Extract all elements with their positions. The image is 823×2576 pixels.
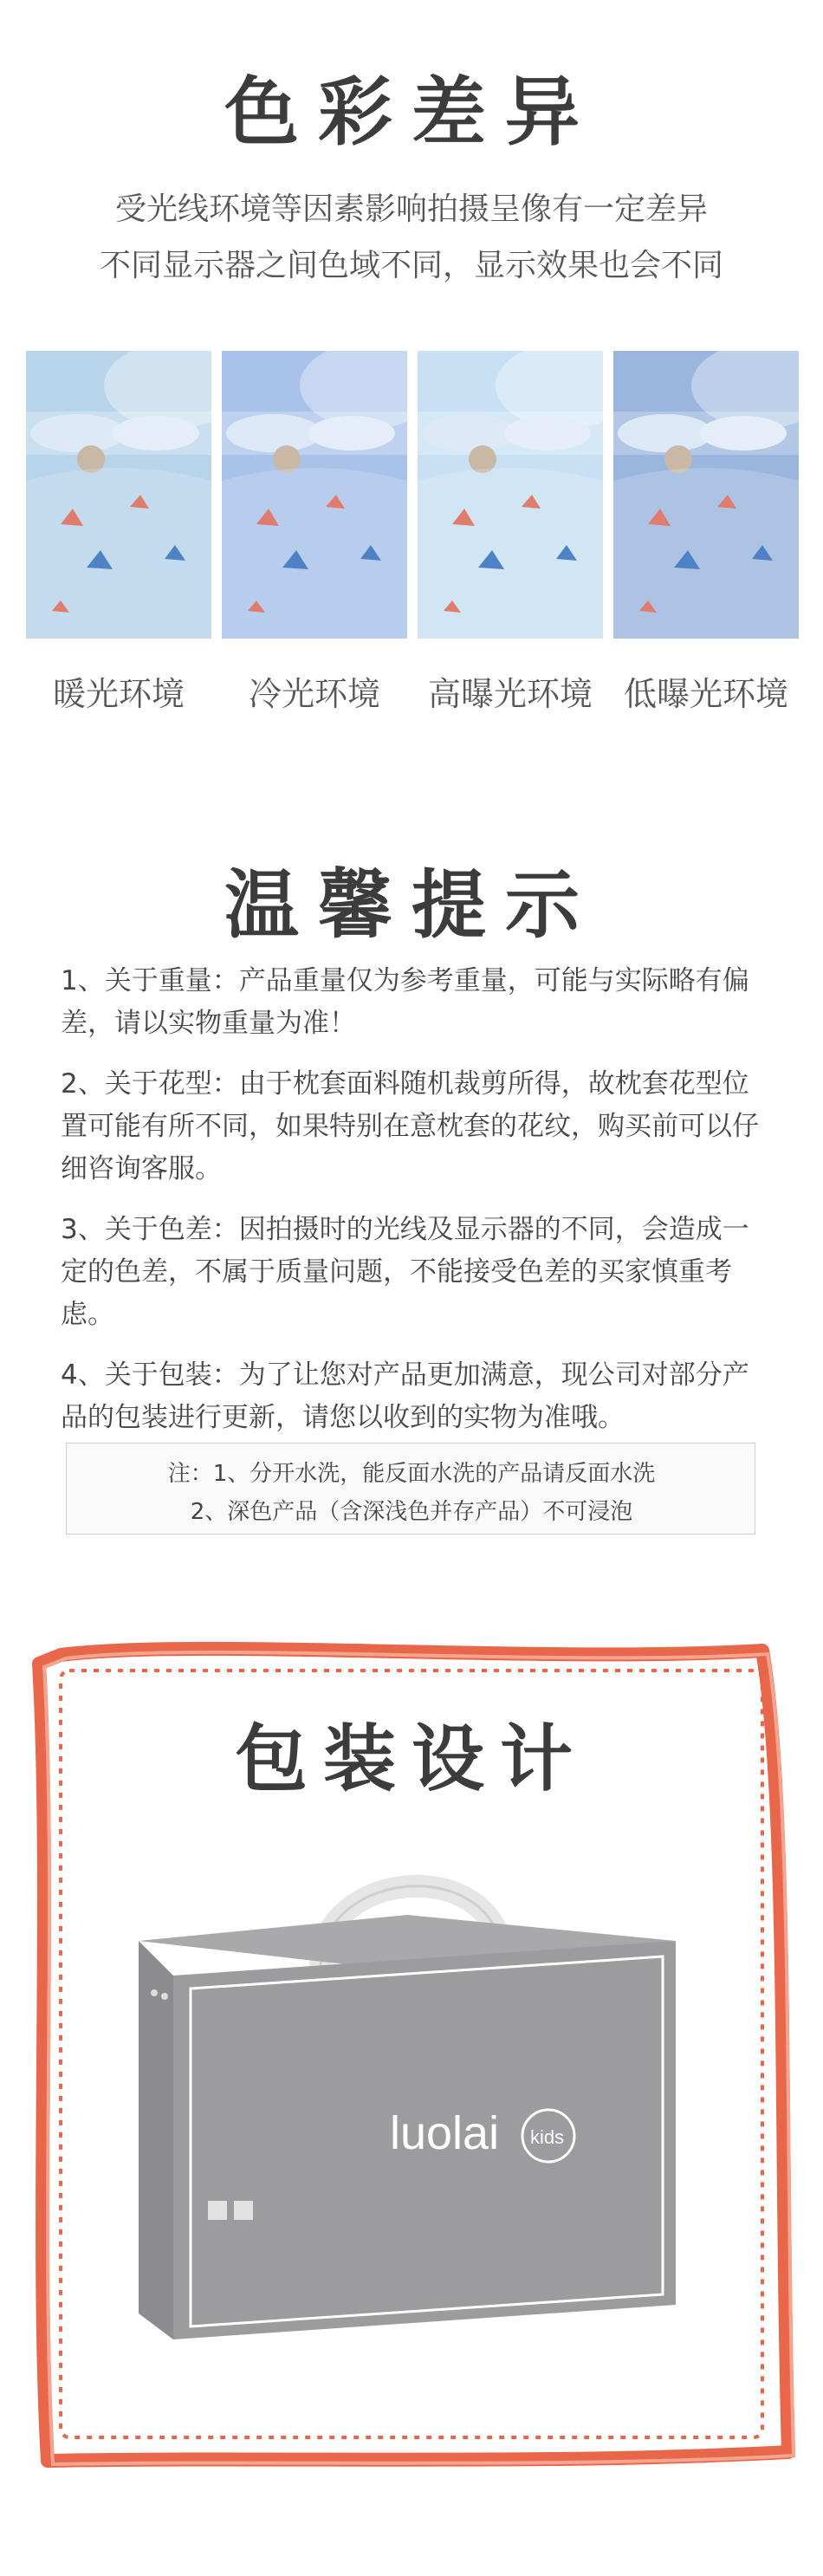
care-note-line1: 注：1、分开水洗，能反面水洗的产品请反面水洗 [167,1461,656,1487]
bedding-photo [613,351,799,639]
photo-label: 低曝光环境 [623,675,788,713]
care-note-box [66,1443,755,1535]
bedding-photo [26,351,211,639]
tip-item: 2、关于花型：由于枕套面料随机裁剪所得，故枕套花型位置可能有所不同，如果特别在意枕套的花纹，购买前可以仔细咨询客服。 [61,1068,759,1184]
color-diff-line2: 不同显示器之间色域不同，显示效果也会不同 [99,248,723,283]
care-note-line2: 2、深色产品（含深浅色并存产品）不可浸泡 [190,1499,633,1525]
tip-item: 4、关于包装：为了让您对产品更加满意，现公司对部分产品的包装进行更新，请您以收到的实物为准哦。 [61,1359,749,1433]
brand-logo-text: luolai [390,2107,500,2159]
packaging-title: 包装设计 [234,1716,588,1801]
brand-logo-sub: kids [530,2126,565,2148]
bedding-photo [418,351,603,639]
tip-item: 3、关于色差：因拍摄时的光线及显示器的不同，会造成一定的色差，不属于质量问题，不能接受色差的买家慎重考虑。 [61,1214,749,1330]
tips-title: 温馨提示 [224,862,599,949]
gift-box-illustration [121,1820,710,2357]
color-diff-title: 色彩差异 [224,69,599,156]
photo-label: 暖光环境 [52,675,185,713]
color-diff-line1: 受光线环境等因素影响拍摄呈像有一定差异 [114,191,708,227]
photo-label: 高曝光环境 [427,675,593,713]
tips-list [61,960,771,1457]
bedding-photo [222,351,407,639]
tip-item: 1、关于重量：产品重量仅为参考重量，可能与实际略有偏差，请以实物重量为准！ [61,965,749,1039]
photo-label: 冷光环境 [248,675,380,713]
